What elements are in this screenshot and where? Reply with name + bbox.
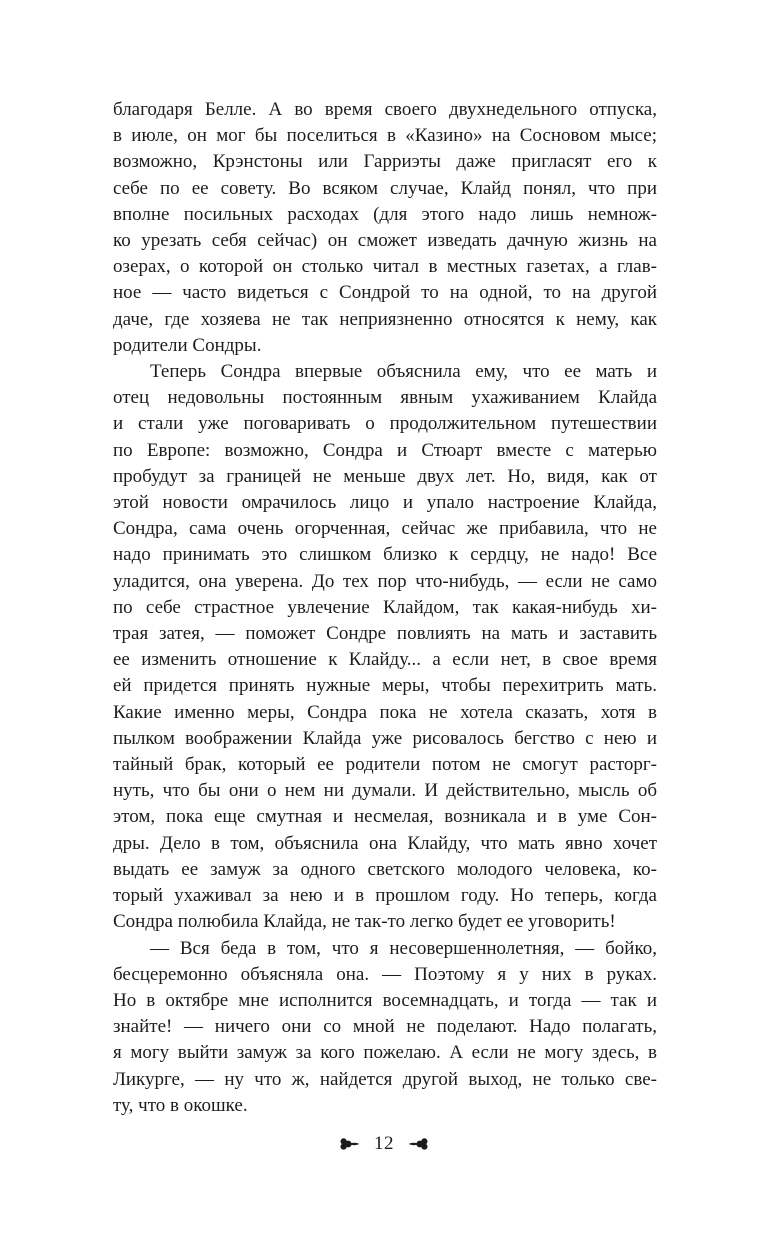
text-line: Сондра полюбила Клайда, не так-то легко будет ее уговорить! [113,911,616,933]
text-line: по себе страстное увлечение Клайдом, так какая-нибудь хи- [113,596,657,618]
text-line: вполне посильных расходах (для этого надо лишь немнож- [113,203,657,225]
text-line: — Вся беда в том, что я несовершеннолетняя, — бойко, [150,937,657,959]
text-line: бесцеремонно объясняла она. — Поэтому я у них в руках. [113,963,657,985]
page-footer [0,1133,768,1155]
fleuron-ornament-left [339,1137,361,1151]
text-line: этом, пока еще смутная и несмелая, возникала и в уме Сон- [113,806,657,828]
text-line: по Европе: возможно, Сондра и Стюарт вместе с матерью [113,439,657,461]
text-line: родители Сондры. [113,334,262,356]
fleuron-ornament-right [407,1137,429,1151]
text-line: в июле, он мог бы поселиться в «Казино» на Сосновом мысе; [113,125,657,147]
text-line: ное — часто видеться с Сондрой то на одной, то на другой [113,282,657,304]
text-line: ко урезать себя сейчас) он сможет изведать дачную жизнь на [113,230,657,252]
text-line: возможно, Крэнстоны или Гарриэты даже пригласят его к [113,151,657,173]
paragraph [113,359,657,935]
text-line: пробудут за границей не меньше двух лет. Но, видя, как от [113,465,657,487]
text-line: знайте! — ничего они со мной не поделают. Надо полагать, [113,1016,657,1038]
text-line: озерах, о которой он столько читал в местных газетах, а глав- [113,256,657,278]
text-line: ту, что в окошке. [113,1094,248,1116]
paragraph [113,936,657,1119]
paragraph [113,97,657,359]
text-block [113,97,657,1119]
text-line: отец недовольны постоянным явным ухаживанием Клайда [113,387,657,409]
text-line: ей придется принять нужные меры, чтобы перехитрить мать. [113,675,657,697]
page-number: 12 [374,1133,394,1154]
text-line: тайный брак, который ее родители потом не смогут расторг- [113,754,657,776]
text-line: пылком воображении Клайда уже рисовалось бегство с нею и [113,727,657,749]
text-line: Сондра, сама очень огорченная, сейчас же прибавила, что не [113,518,657,540]
text-line: Но в октябре мне исполнится восемнадцать, и тогда — так и [113,989,657,1011]
text-line: уладится, она уверена. До тех пор что-нибудь, — если не само [113,570,657,592]
text-line: надо принимать это слишком близко к сердцу, не надо! Все [113,544,657,566]
text-line: нуть, что бы они о нем ни думали. И действительно, мысль об [113,780,657,802]
text-line: трая затея, — поможет Сондре повлиять на мать и заставить [113,623,657,645]
text-line: благодаря Белле. А во время своего двухнедельного отпуска, [113,99,657,120]
text-line: выдать ее замуж за одного светского молодого человека, ко- [113,858,657,880]
text-line: даче, где хозяева не так неприязненно относятся к нему, как [113,308,657,330]
text-line: ее изменить отношение к Клайду... а если нет, в свое время [113,649,657,671]
text-line: Какие именно меры, Сондра пока не хотела сказать, хотя в [113,701,657,723]
text-line: себе по ее совету. Во всяком случае, Клайд понял, что при [113,177,657,199]
text-line: Ликурге, — ну что ж, найдется другой выход, не только све- [113,1068,657,1090]
text-line: Теперь Сондра впервые объяснила ему, что ее мать и [150,361,657,383]
text-line: торый ухаживал за нею и в прошлом году. Но теперь, когда [113,885,657,907]
text-line: и стали уже поговаривать о продолжительном путешествии [113,413,657,435]
text-line: я могу выйти замуж за кого пожелаю. А если не могу здесь, в [113,1042,657,1064]
text-line: дры. Дело в том, объяснила она Клайду, что мать явно хочет [113,832,657,854]
text-line: этой новости омрачилось лицо и упало настроение Клайда, [113,492,657,514]
